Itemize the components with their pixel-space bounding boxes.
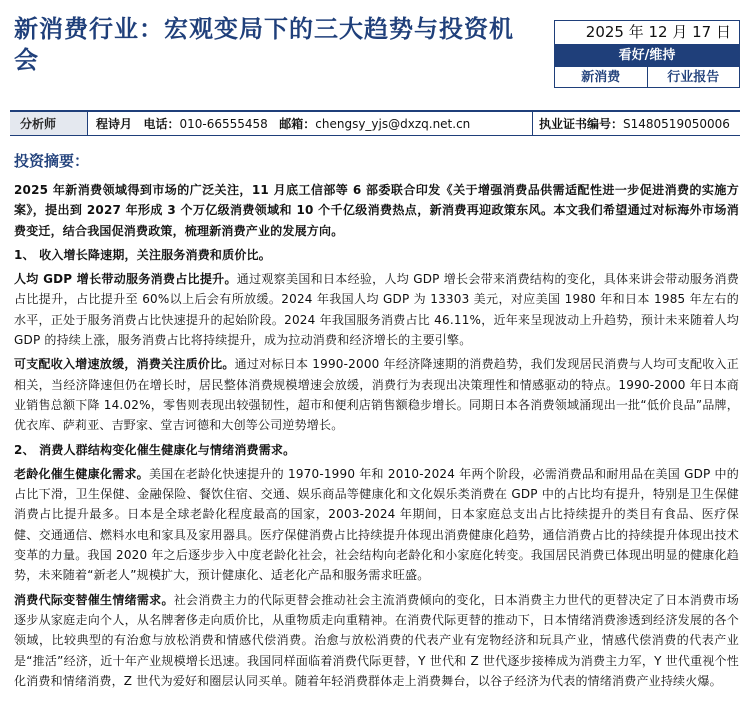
report-tags [555, 67, 739, 88]
paragraph-body: 通过观察美国和日本经验，人均 GDP 增长会带来消费结构的变化，具体来讲会带动服务消费占比提升，占比提升至 60%以上后会有所放缓。2024 年我国人均 GDP 为 13303 美元，对应美国 1980 年和日本 1985 年左右的水平，正处于服务消费占比快速提升的起始阶段。2024 年我国服务消费占比 46.11%，近年来呈现波动上升趋势，预计未来随着人均 GDP 的持续上涨，服务消费占比将持续提升，成为拉动消费和经济增长的主要引擎。 [14, 272, 739, 348]
summary-intro: 2025 年新消费领域得到市场的广泛关注，11 月底工信部等 6 部委联合印发《关于增强消费品供需适配性进一步促进消费的实施方案》，提出到 2027 年形成 3 个万亿级消费领域和 10 个千亿级消费热点，新消费再迎政策东风。本文我们希望通过对标海外市场消费变迁，结合我国促消费政策，梳理新消费产业的发展方向。 [14, 183, 739, 238]
paragraph-lead: 人均 GDP 增长带动服务消费占比提升。 [14, 272, 237, 287]
paragraph-body: 美国在老龄化快速提升的 1970-1990 年和 2010-2024 年两个阶段，必需消费品和耐用品在美国 GDP 中的占比下滑，卫生保健、金融保险、餐饮住宿、交通、娱乐商品等健康化和文化娱乐类消费在 GDP 中的占比均有提升，特别是卫生保健消费占比提升最多。日本是全球老龄化程度最高的国家，2003-2024 年期间，日本家庭总支出占比持续提升的类目有食品、医疗保健、交通通信、燃料水电和家具及家用器具。医疗保健消费占比持续提升体现出消费健康化趋势，通信消费占比的持续提升体现出技术变革的力量。我国 2020 年之后逐步步入中度老龄化社会，社会结构向老龄化和小家庭化转变。我国居民消费已体现出明显的健康化趋势，未来随着“新老人”规模扩大，预计健康化、适老化产品和服务需求旺盛。 [14, 466, 740, 583]
analyst-info-row [10, 110, 740, 136]
section-1-paragraph-2 [14, 354, 739, 435]
industry-tag: 新消费 [555, 67, 648, 88]
report-type-tag: 行业报告 [667, 70, 720, 85]
cert-label: 执业证书编号： [539, 117, 624, 131]
analyst-phone: 010-66555458 [179, 117, 268, 131]
phone-label: 电话： [143, 117, 180, 131]
report-info-box [554, 20, 740, 88]
paragraph-body: 通过对标日本 1990-2000 年经济降速期的消费趋势，我们发现居民消费与人均可支配收入正相关，当经济降速但仍在增长时，居民整体消费规模增速会放缓，消费行为表现出决策理性和情感驱动的特点。1990-2000 年日本商业销售总额下降 14.02%，零售则表现出较强韧性，超市和便利店销售额稳步增长。同期日本各消费领域涌现出一批“低价良品”品牌，优衣库、萨莉亚、吉野家、堂吉诃德和大创等公司逆势增长。 [14, 357, 739, 433]
section-2-paragraph-1 [14, 464, 739, 586]
report-title: 新消费行业：宏观变局下的三大趋势与投资机会 [14, 15, 514, 74]
section-1-paragraph-1 [14, 269, 739, 350]
report-date: 2025 年 12 月 17 日 [555, 21, 739, 45]
rating-badge: 看好/维持 [555, 45, 739, 67]
section-2-heading: 2、 消费人群结构变化催生健康化与情绪消费需求。 [14, 442, 296, 457]
section-1-heading: 1、 收入增长降速期，关注服务消费和质价比。 [14, 247, 271, 262]
email-label: 邮箱： [279, 117, 316, 131]
analyst-name: 程诗月 [96, 117, 133, 131]
summary-body [14, 180, 739, 691]
summary-heading: 投资摘要： [14, 152, 90, 170]
paragraph-lead: 可支配收入增速放缓，消费关注质价比。 [14, 357, 235, 372]
paragraph-lead: 老龄化催生健康化需求。 [14, 466, 149, 481]
paragraph-lead: 消费代际变替催生情绪需求。 [14, 592, 174, 607]
analyst-label: 分析师 [10, 112, 88, 135]
paragraph-body: 社会消费主力的代际更替会推动社会主流消费倾向的变化，日本消费主力世代的更替决定了日本消费市场逐步从家庭走向个人，从名牌奢侈走向质价比，从重物质走向重精神。在消费代际更替的推动下，日本情绪消费渗透到经济发展的各个领域，比较典型的有治愈与放松消费和情感代偿消费。治愈与放松消费的代表产业有宠物经济和玩具产业，情感代偿消费的代表产业是“推活”经济，近十年产业规模增长迅速。我国同样面临着消费代际更替，Y 世代和 Z 世代逐步接棒成为消费主力军，Y 世代重视个性化消费和情绪消费，Z 世代为爱好和圈层认同买单。随着年轻消费群体走上消费舞台，以谷子经济为代表的情绪消费产业持续火爆。 [14, 592, 739, 688]
analyst-email[interactable]: chengsy_yjs@dxzq.net.cn [315, 117, 471, 131]
cert-value: S1480519050006 [623, 116, 730, 131]
section-2-paragraph-2 [14, 590, 739, 691]
analyst-contact [88, 115, 532, 132]
certificate-number [532, 112, 740, 135]
